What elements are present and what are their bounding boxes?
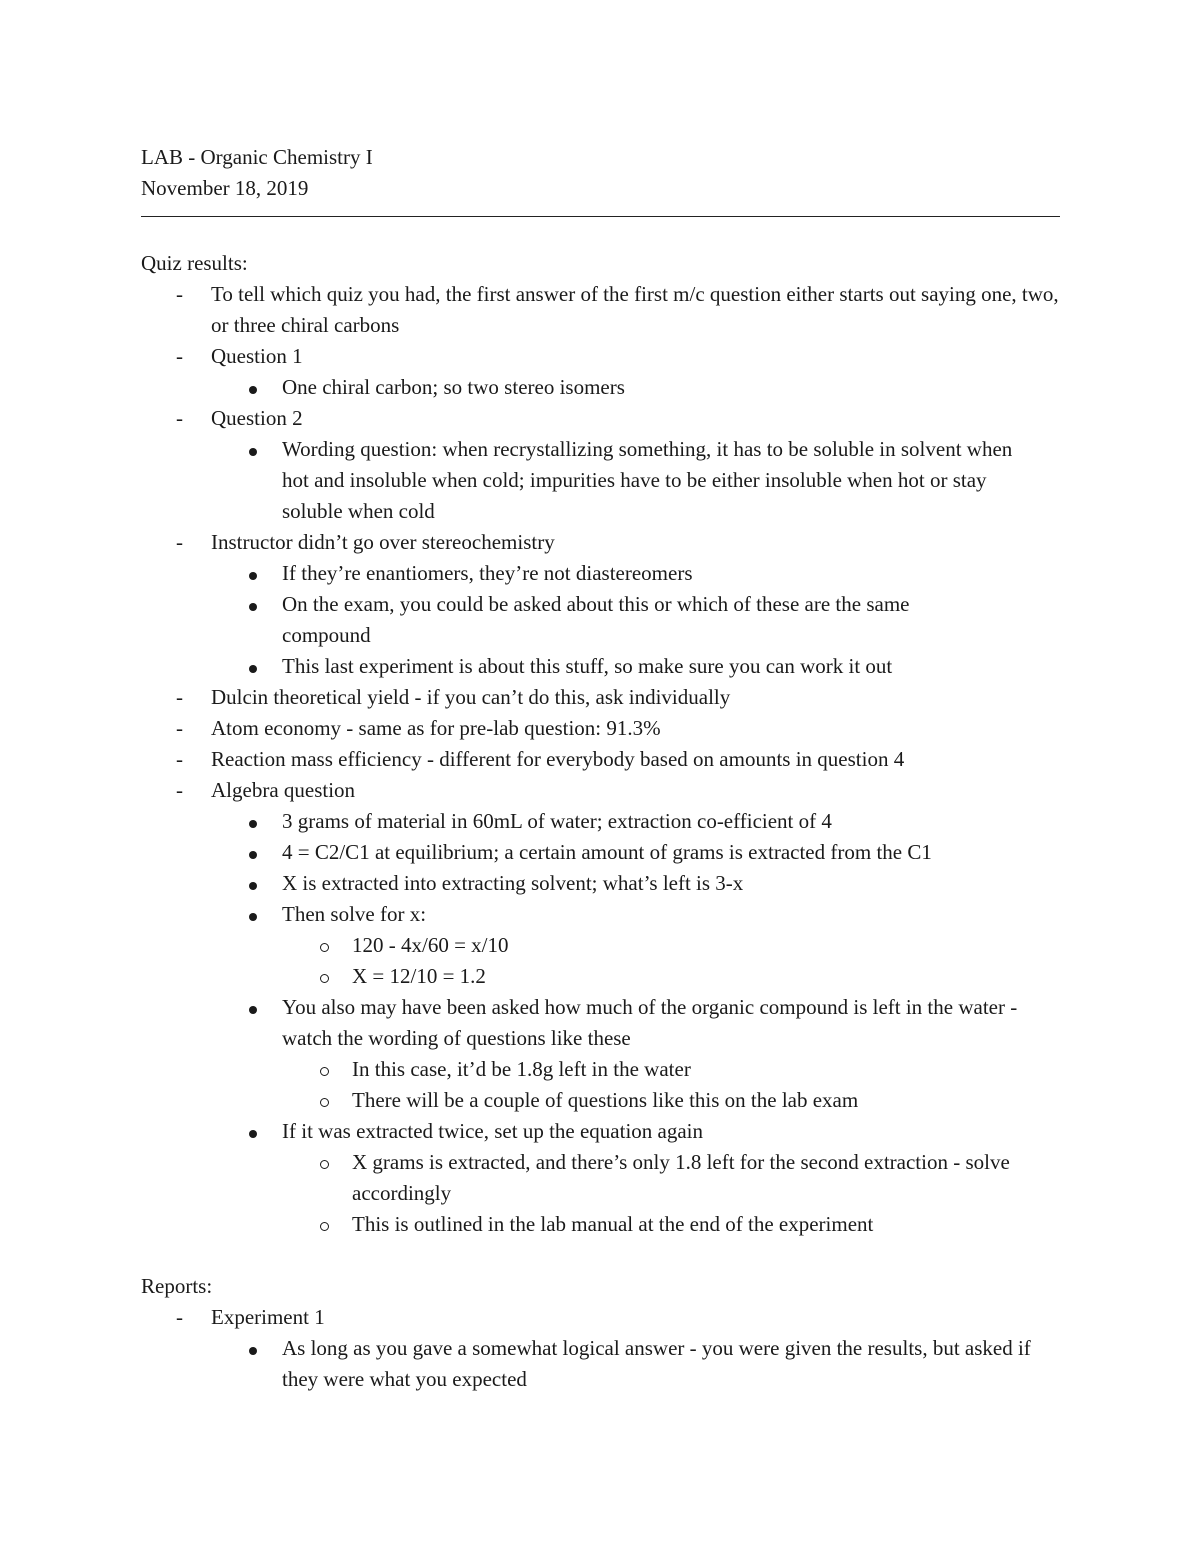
bullet-icon bbox=[249, 1347, 257, 1355]
document-date: November 18, 2019 bbox=[141, 176, 309, 200]
bullet-icon bbox=[249, 913, 257, 921]
list-item: One chiral carbon; so two stereo isomers bbox=[141, 372, 1061, 403]
dash-marker bbox=[176, 1302, 183, 1333]
bullet-icon bbox=[249, 1130, 257, 1138]
bullet-icon bbox=[249, 665, 257, 673]
dash-marker bbox=[176, 279, 183, 310]
course-title: LAB - Organic Chemistry I bbox=[141, 145, 373, 169]
list-item: This is outlined in the lab manual at the end of the experiment bbox=[141, 1209, 1061, 1240]
list-item: X = 12/10 = 1.2 bbox=[141, 961, 1061, 992]
quiz-results-heading: Quiz results: bbox=[141, 251, 248, 275]
bullet-icon bbox=[249, 851, 257, 859]
list-item-dulcin: - Dulcin theoretical yield - if you can’t do this, ask individually bbox=[141, 682, 1061, 713]
list-item-reaction-mass-efficiency: - Reaction mass efficiency - different for everybody based on amounts in question 4 bbox=[141, 744, 1061, 775]
bullet-icon bbox=[249, 386, 257, 394]
list-item: There will be a couple of questions like this on the lab exam bbox=[141, 1085, 1061, 1116]
bullet-icon bbox=[249, 882, 257, 890]
dash-marker bbox=[176, 527, 183, 558]
list-item: - To tell which quiz you had, the first answer of the first m/c question either starts out saying one, two, or three chiral carbons bbox=[141, 279, 1061, 341]
list-item-algebra: - Algebra question bbox=[141, 775, 1061, 806]
bullet-icon bbox=[249, 1006, 257, 1014]
dash-marker bbox=[176, 403, 183, 434]
list-item-atom-economy: - Atom economy - same as for pre-lab question: 91.3% bbox=[141, 713, 1061, 744]
document-page bbox=[141, 142, 1061, 1395]
list-item-experiment-1: - Experiment 1 bbox=[141, 1302, 1061, 1333]
reports-heading: Reports: bbox=[141, 1274, 213, 1298]
list-item: In this case, it’d be 1.8g left in the water bbox=[141, 1054, 1061, 1085]
bullet-icon bbox=[249, 448, 257, 456]
dash-marker bbox=[176, 682, 183, 713]
list-item: 4 = C2/C1 at equilibrium; a certain amount of grams is extracted from the C1 bbox=[141, 837, 1061, 868]
list-item: 3 grams of material in 60mL of water; extraction co-efficient of 4 bbox=[141, 806, 1061, 837]
list-item: As long as you gave a somewhat logical answer - you were given the results, but asked if they were what you expected bbox=[141, 1333, 1061, 1395]
dash-marker bbox=[176, 775, 183, 806]
list-item-question-1: - Question 1 bbox=[141, 341, 1061, 372]
dash-marker bbox=[176, 341, 183, 372]
list-item-stereochemistry: - Instructor didn’t go over stereochemistry bbox=[141, 527, 1061, 558]
list-item: 120 - 4x/60 = x/10 bbox=[141, 930, 1061, 961]
list-item: If it was extracted twice, set up the equation again bbox=[141, 1116, 1061, 1147]
list-item: Then solve for x: bbox=[141, 899, 1061, 930]
circle-bullet-icon bbox=[320, 1067, 329, 1076]
bullet-icon bbox=[249, 820, 257, 828]
circle-bullet-icon bbox=[320, 1098, 329, 1107]
list-item-question-2: - Question 2 bbox=[141, 403, 1061, 434]
list-item: On the exam, you could be asked about this or which of these are the same compound bbox=[141, 589, 1061, 651]
bullet-icon bbox=[249, 603, 257, 611]
circle-bullet-icon bbox=[320, 1160, 329, 1169]
circle-bullet-icon bbox=[320, 943, 329, 952]
dash-marker bbox=[176, 713, 183, 744]
list-item: X is extracted into extracting solvent; what’s left is 3-x bbox=[141, 868, 1061, 899]
list-item: You also may have been asked how much of the organic compound is left in the water - watch the wording of questions like these bbox=[141, 992, 1061, 1054]
list-item: X grams is extracted, and there’s only 1.8 left for the second extraction - solve accordingly bbox=[141, 1147, 1061, 1209]
list-item: This last experiment is about this stuff, so make sure you can work it out bbox=[141, 651, 1061, 682]
list-item: If they’re enantiomers, they’re not diastereomers bbox=[141, 558, 1061, 589]
list-item: Wording question: when recrystallizing something, it has to be soluble in solvent when hot and insoluble when cold; impurities have to be either insoluble when hot or stay soluble when cold bbox=[141, 434, 1061, 527]
bullet-icon bbox=[249, 572, 257, 580]
circle-bullet-icon bbox=[320, 1222, 329, 1231]
circle-bullet-icon bbox=[320, 974, 329, 983]
dash-marker bbox=[176, 744, 183, 775]
